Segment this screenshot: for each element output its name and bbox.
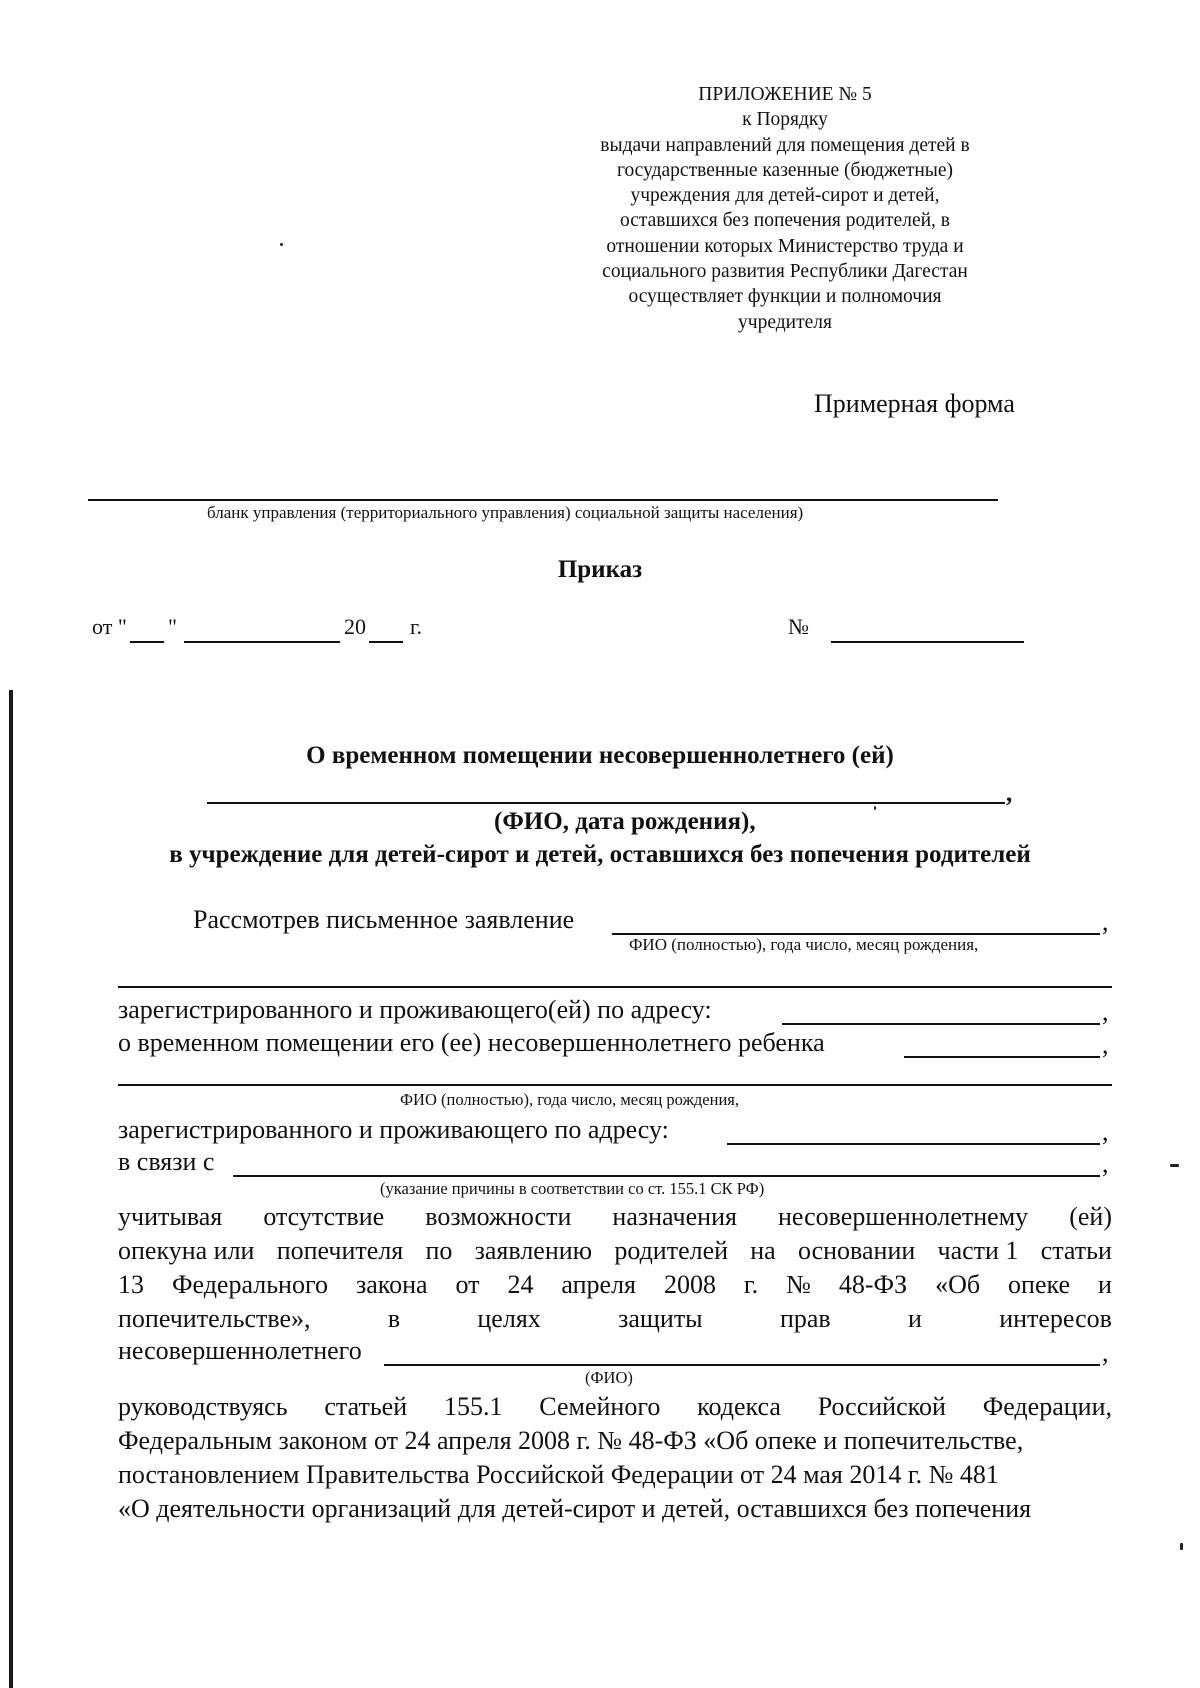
registered-address-label-2: зарегистрированного и проживающего по адресу: xyxy=(118,1115,669,1144)
word: опекуна или xyxy=(118,1236,255,1265)
word: интересов xyxy=(999,1304,1112,1333)
comma: , xyxy=(1102,907,1109,936)
order-number-blank[interactable] xyxy=(831,641,1024,643)
scan-speck xyxy=(280,243,283,246)
scan-speck xyxy=(1170,1164,1179,1167)
minor-label: несовершеннолетнего xyxy=(118,1336,362,1365)
applicant-address-blank[interactable] xyxy=(782,1023,1100,1025)
date-prefix: от " xyxy=(92,614,127,639)
comma: , xyxy=(1102,1338,1109,1367)
word: в xyxy=(387,1304,401,1333)
caption-fio: (ФИО) xyxy=(585,1368,633,1387)
paragraph-2-line-1 xyxy=(118,1392,1112,1422)
paragraph-1-line-2 xyxy=(118,1236,1112,1266)
temporary-placement-text: о временном помещении его (ее) несовершеннолетнего ребенка xyxy=(118,1028,825,1057)
word: прав xyxy=(779,1304,831,1333)
appendix-header xyxy=(560,82,1010,335)
reason-blank[interactable] xyxy=(233,1175,1100,1177)
word: основании xyxy=(797,1236,916,1265)
word: апреля xyxy=(561,1270,637,1299)
appendix-line: социального развития Республики Дагестан xyxy=(602,261,968,283)
word: и xyxy=(907,1304,922,1333)
subject-line-3: в учреждение для детей-сирот и детей, оставшихся без попечения родителей xyxy=(169,841,1031,868)
date-day-blank[interactable] xyxy=(130,641,164,643)
appendix-line: выдачи направлений для помещения детей в xyxy=(600,134,970,156)
date-quote-close: " xyxy=(168,614,177,639)
paragraph-1-line-1 xyxy=(118,1202,1112,1232)
child-fio-blank[interactable] xyxy=(118,1084,1112,1086)
word: части 1 xyxy=(937,1236,1019,1265)
scan-speck xyxy=(874,806,876,810)
date-year-suffix: г. xyxy=(410,614,423,639)
appendix-line: учреждения для детей-сирот и детей, xyxy=(630,185,940,207)
appendix-line: отношении которых Министерство труда и xyxy=(606,235,964,257)
comma: , xyxy=(1102,997,1109,1026)
comma: , xyxy=(1102,1149,1109,1178)
word: по xyxy=(425,1236,453,1265)
registered-address-label-1: зарегистрированного и проживающего(ей) по адресу: xyxy=(118,995,712,1024)
word: 13 xyxy=(118,1270,144,1299)
paragraph-2-line-2: Федеральным законом от 24 апреля 2008 г. № 48-ФЗ «Об опеке и попечительстве, xyxy=(118,1426,1024,1455)
minor-fio-blank[interactable] xyxy=(384,1364,1100,1366)
word: на xyxy=(750,1236,776,1265)
word: закона xyxy=(355,1270,428,1299)
date-year-prefix: 20 xyxy=(344,614,366,639)
word: возможности xyxy=(425,1202,572,1231)
word: Российской xyxy=(817,1392,946,1421)
applicant-continuation-blank[interactable] xyxy=(118,986,1112,988)
word: г. xyxy=(743,1270,759,1299)
order-number-label: № xyxy=(788,614,809,639)
paragraph-2-line-4: «О деятельности организаций для детей-сирот и детей, оставшихся без попечения xyxy=(118,1494,1032,1523)
word: статьи xyxy=(1040,1236,1112,1265)
word: от xyxy=(455,1270,480,1299)
order-title: Приказ xyxy=(557,556,643,583)
caption-child: ФИО (полностью), года число, месяц рождения, xyxy=(400,1090,739,1109)
date-month-blank[interactable] xyxy=(184,641,340,643)
subject-line-1: О временном помещении несовершеннолетнего (ей) xyxy=(306,742,894,769)
word: заявлению xyxy=(474,1236,593,1265)
word: целях xyxy=(477,1304,541,1333)
word: кодекса xyxy=(697,1392,781,1421)
sample-form-label: Примерная форма xyxy=(814,389,1015,418)
appendix-line: учредителя xyxy=(738,311,832,333)
paragraph-2-line-3: постановлением Правительства Российской Федерации от 24 мая 2014 г. № 481 xyxy=(118,1460,999,1489)
word: Семейного xyxy=(539,1392,661,1421)
appendix-line: ПРИЛОЖЕНИЕ № 5 xyxy=(698,84,872,105)
comma: , xyxy=(1102,1030,1109,1059)
word: назначения xyxy=(612,1202,737,1231)
comma: , xyxy=(1102,1117,1109,1146)
word: опеке xyxy=(1008,1270,1071,1299)
word: учитывая xyxy=(118,1202,223,1231)
caption-applicant: ФИО (полностью), года число, месяц рождения, xyxy=(629,935,979,954)
word: руководствуясь xyxy=(118,1392,288,1421)
caption-reason: (указание причины в соответствии со ст. 155.1 СК РФ) xyxy=(380,1179,765,1198)
word: 24 xyxy=(507,1270,534,1299)
word: 48-ФЗ xyxy=(838,1270,908,1299)
appendix-line: государственные казенные (бюджетные) xyxy=(616,159,954,181)
word: «Об xyxy=(935,1270,981,1299)
word: попечительстве», xyxy=(118,1304,311,1333)
word: 2008 xyxy=(663,1270,716,1299)
appendix-line: оставшихся без попечения родителей, в xyxy=(619,210,950,232)
word: 155.1 xyxy=(443,1392,503,1421)
word: отсутствие xyxy=(263,1202,385,1231)
word: Федерации, xyxy=(982,1392,1112,1421)
paragraph-1-line-4 xyxy=(118,1304,1112,1334)
scan-edge-mark xyxy=(9,690,13,1688)
word: и xyxy=(1097,1270,1112,1299)
word: Федерального xyxy=(171,1270,328,1299)
subject-comma: , xyxy=(1006,780,1013,807)
in-connection-label: в связи с xyxy=(118,1147,215,1176)
date-year-blank[interactable] xyxy=(369,641,403,643)
word: № xyxy=(786,1270,811,1299)
letterhead-line xyxy=(88,499,998,501)
word: попечителя xyxy=(276,1236,404,1265)
word: несовершеннолетнему xyxy=(778,1202,1029,1231)
word: (ей) xyxy=(1069,1202,1112,1231)
subject-line-2: (ФИО, дата рождения), xyxy=(494,808,756,835)
appendix-line: к Порядку xyxy=(742,109,828,131)
paragraph-1-line-3 xyxy=(118,1270,1112,1300)
scan-speck xyxy=(1180,1543,1183,1550)
word: статьей xyxy=(324,1392,408,1421)
word: родителей xyxy=(614,1236,729,1265)
subject-fio-blank[interactable] xyxy=(207,802,1005,804)
child-address-blank[interactable] xyxy=(727,1143,1100,1145)
child-blank[interactable] xyxy=(904,1056,1100,1058)
word: защиты xyxy=(618,1304,703,1333)
letterhead-caption: бланк управления (территориального управления) социальной защиты населения) xyxy=(207,503,804,522)
appendix-line: осуществляет функции и полномочия xyxy=(628,286,942,308)
considering-text: Рассмотрев письменное заявление xyxy=(193,905,575,934)
